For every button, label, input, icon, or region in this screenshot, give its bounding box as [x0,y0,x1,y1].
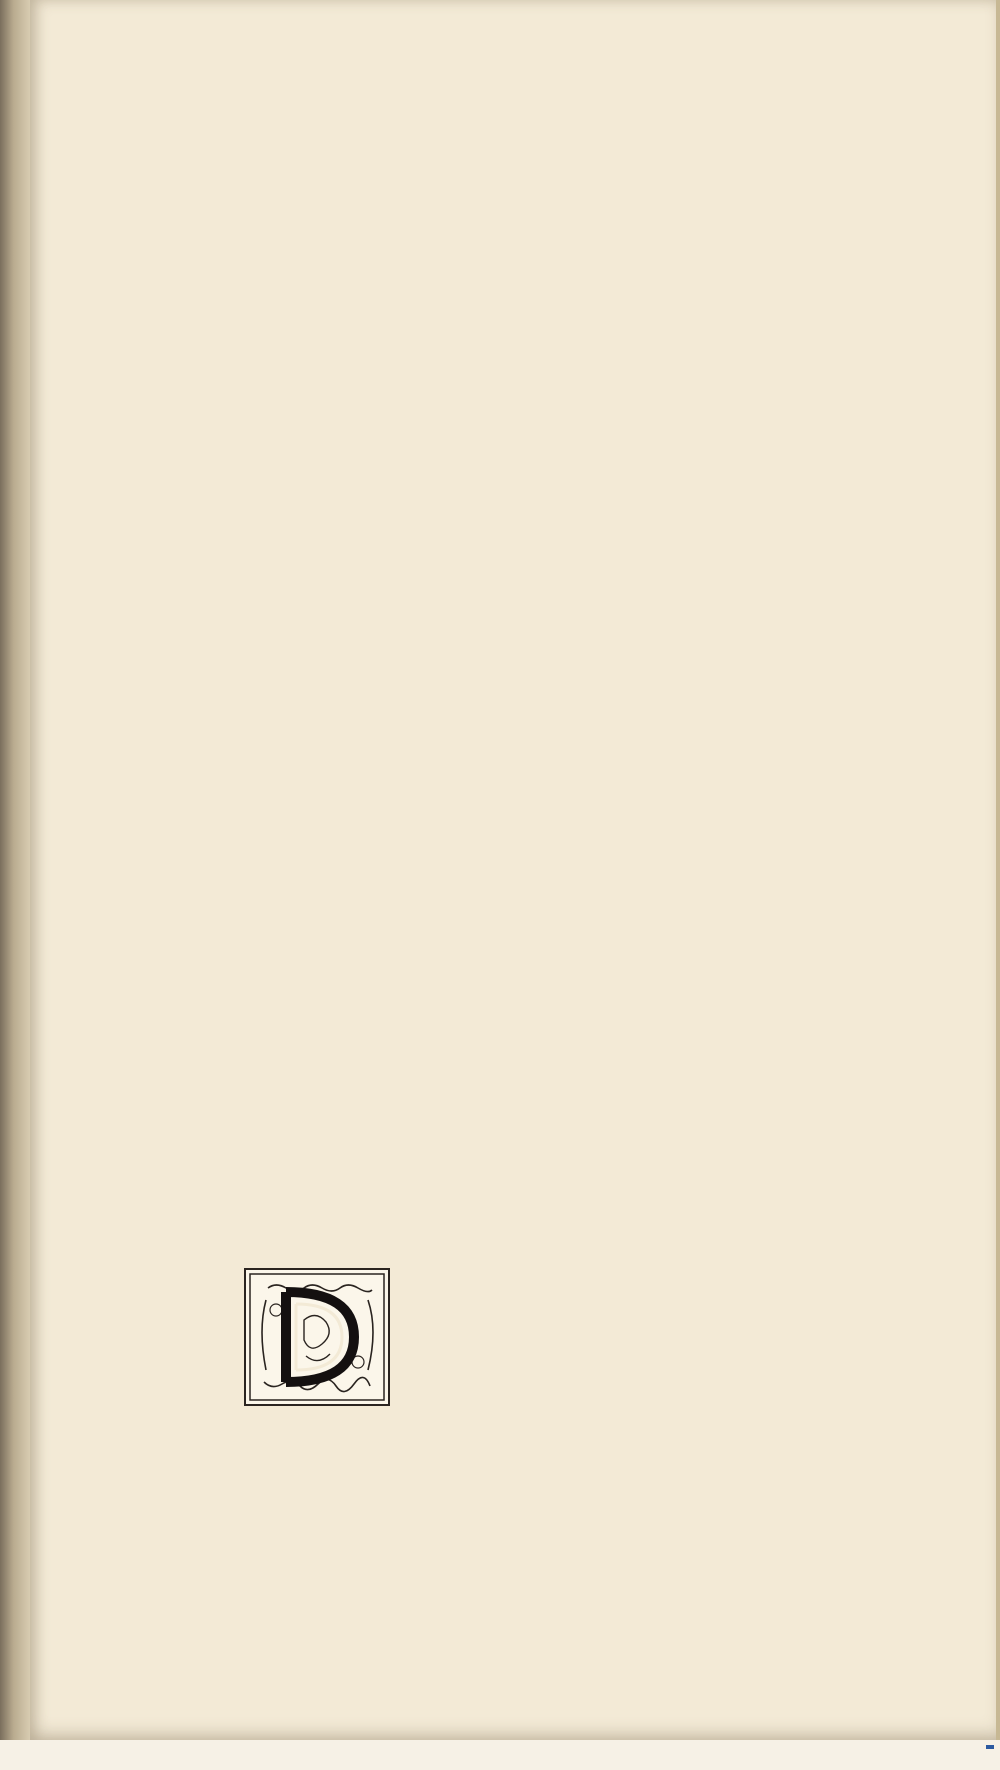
dfg-logo [986,1745,994,1749]
book-gutter [0,0,30,1770]
book-page [30,0,1000,1740]
footer-bar [0,1740,1000,1770]
decorated-initial-d [244,1268,390,1406]
page-edges [996,0,1000,1740]
ornament-initial-graphic [246,1270,388,1404]
